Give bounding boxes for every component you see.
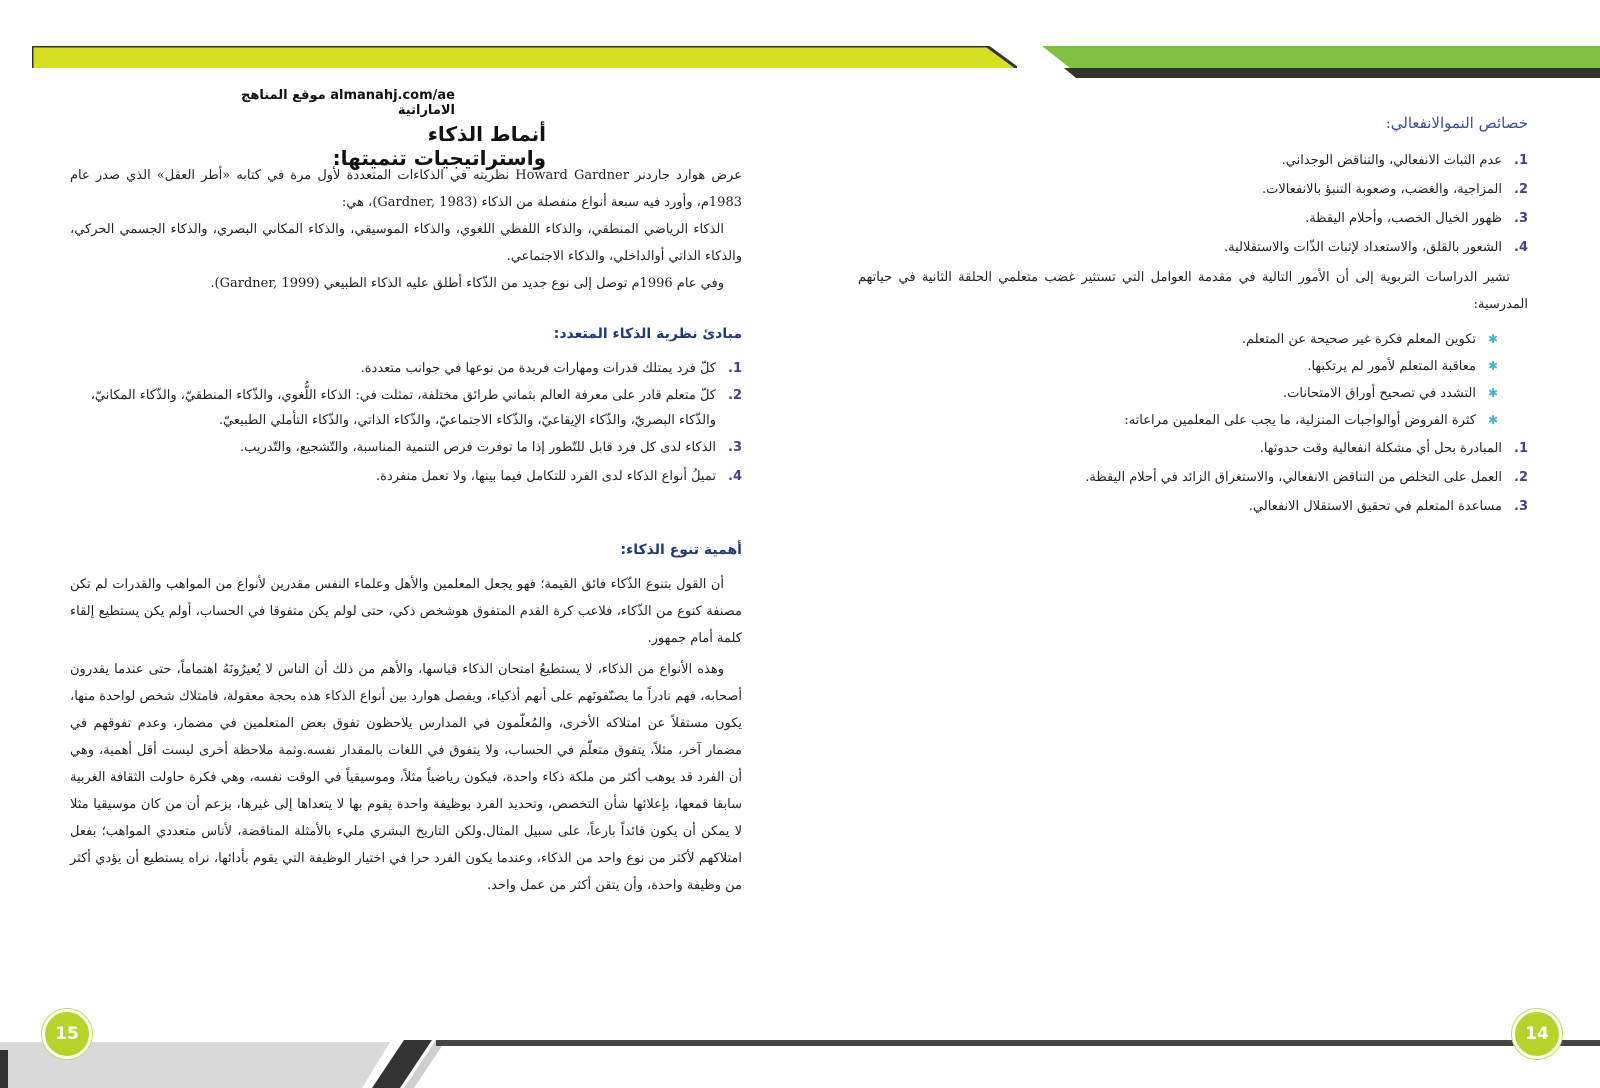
factors-list: [1000, 326, 1500, 434]
studies-paragraph: تشير الدراسات التربوية إلى أن الأمور التالية في مقدمة العوامل التي تستثير غضب متعلمي الحلقة الثانية في حياتهم المدرسية:: [858, 270, 1528, 312]
footer-decoration: [0, 1024, 1600, 1088]
header-bar-left: [32, 46, 1017, 68]
list-item: [70, 354, 742, 383]
list-text: المزاجية، والغضب، وصعوبة التنبؤ بالانفعالات.: [1261, 182, 1502, 197]
bullet-item: [1000, 380, 1500, 407]
list-text: تميلُ أنواع الذكاء لدى الفرد للتكامل فيما بينها، ولا تعمل منفردة.: [376, 469, 716, 484]
list-text: العمل على التخلص من التناقض الانفعالي، والاستغراق الزائد في أحلام اليقظة.: [1085, 470, 1502, 485]
traits-list: [1100, 146, 1528, 262]
list-item: [1040, 434, 1528, 463]
list-text: مساعدة المتعلم في تحقيق الاستقلال الانفعالي.: [1248, 499, 1502, 514]
list-text: كلّ فرد يمتلك قدرات ومهارات فريدة من نوعها في جوانب متعددة.: [360, 361, 716, 376]
list-text: الذكاء لدى كل فرد قابل للتّطور إذا ما توفرت فرص التنمية المناسبة، والتّشجيع، والتّدريب.: [239, 440, 716, 455]
header-bar-right: [1042, 46, 1600, 78]
list-item: [1100, 175, 1528, 204]
bullet-text: تكوين المعلم فكرة غير صحيحة عن المتعلم.: [1241, 332, 1476, 347]
list-number: 4.: [728, 469, 742, 484]
list-number: 2.: [728, 388, 742, 403]
intro-paragraph: عرض هوارد جاردنر Howard Gardner نظريته في الذكاءات المتعددة لأول مرة في كتابه «أطر العقل» الذي صدر عام 1983م، وأورد فيه سبعة أنواع منفصلة من الذكاء (Gardner, 1983)، هي:: [70, 168, 742, 210]
list-item: [1040, 492, 1528, 521]
bullet-icon: ✱: [1487, 386, 1498, 400]
list-item: [1040, 463, 1528, 492]
list-number: 3.: [728, 440, 742, 455]
bullet-text: التشدد في تصحيح أوراق الامتحانات.: [1283, 386, 1476, 401]
list-number: 4.: [1514, 240, 1528, 255]
intro-1996: وفي عام 1996م توصل إلى نوع جديد من الذّكاء أطلق عليه الذكاء الطبيعي (Gardner, 1999).: [210, 276, 724, 291]
bullet-icon: ✱: [1487, 413, 1498, 427]
section-heading: خصائص النموالانفعالي:: [1385, 114, 1528, 132]
page-title: أنماط الذكاء واستراتيجيات تنميتها:: [332, 122, 546, 170]
importance-paragraph-1: أن القول بتنوع الذّكاء فائق القيمة؛ فهو يجعل المعلمين والأهل وعلماء النفس مقدرين لأنواع من المواهب والقدرات لم تكن مصنفة كنوع من الذّكاء، فلاعب كرة القدم المتفوق هوشخص ذكي، حتى لولم يكن متفوقا في الحساب، أولم يكن يستطيع إلقاء كلمة أمام جمهور.: [70, 577, 742, 646]
list-text: ظهور الخيال الخصب، وأحلام اليقظة.: [1305, 211, 1502, 226]
advice-list: [1040, 434, 1528, 521]
list-item: [1100, 146, 1528, 175]
principles-list: [70, 354, 742, 491]
site-watermark: almanahj.com/ae موقع المناهج الاماراتية: [240, 88, 455, 118]
bullet-item: [1000, 407, 1500, 434]
list-number: 2.: [1514, 182, 1528, 197]
bullet-item: [1000, 353, 1500, 380]
importance-heading: أهمية تنوع الذكاء:: [620, 542, 742, 558]
bullet-item: [1000, 326, 1500, 353]
importance-section: [70, 571, 742, 899]
list-number: 1.: [1514, 153, 1528, 168]
page-number-left: 15: [42, 1009, 92, 1059]
list-number: 2.: [1514, 470, 1528, 485]
principles-heading: مبادئ نظرية الذكاء المتعدد:: [553, 326, 742, 342]
list-text: كلّ متعلم قادر على معرفة العالم بثماني طرائق مختلفة، تمثلت في: الذكاء اللُّغوي، والذّكاء المنطقيّ، والذّكاء المكانيّ، والذّكاء البصريّ، والذّكاء الإيقاعيّ، والذّكاء الاجتماعيّ، والذّكاء الذاتي، والذّكاء التأملي الطبيعيّ.: [90, 388, 716, 428]
list-item: [1100, 233, 1528, 262]
list-text: الشعور بالقلق، والاستعداد لإثبات الذّات والاستقلالية.: [1223, 240, 1502, 255]
list-item: [70, 462, 742, 491]
page-number-right: 14: [1512, 1009, 1562, 1059]
list-number: 3.: [1514, 211, 1528, 226]
intro-section: [70, 162, 742, 297]
list-item: [1100, 204, 1528, 233]
list-number: 1.: [1514, 441, 1528, 456]
bullet-text: كثرة الفروض أوالواجبات المنزلية، ما يجب على المعلمين مراعاته:: [1124, 413, 1476, 428]
bullet-text: معاقبة المتعلم لأمور لم يرتكبها.: [1307, 359, 1476, 374]
list-item: [70, 383, 742, 433]
list-text: عدم الثبات الانفعالي، والتناقض الوجداني.: [1281, 153, 1502, 168]
bullet-icon: ✱: [1487, 359, 1498, 373]
list-text: المبادرة بحل أي مشكلة انفعالية وقت حدوثها.: [1259, 441, 1502, 456]
list-number: 1.: [728, 361, 742, 376]
bullet-icon: ✱: [1487, 332, 1498, 346]
list-number: 3.: [1514, 499, 1528, 514]
list-item: [70, 433, 742, 462]
importance-paragraph-2: وهذه الأنواع من الذكاء، لا يستطيعُ امتحان الذكاء قياسها، والأهم من ذلك أن الناس لا يُعيرُونَهُ اهتماماً، حتى عندما يقدرون أصحابه، فهم نادراً ما يصنّفونَهم على أنهم أذكياء، ويفصل هوارد بين أنواع الذكاء هذه بحجة معقولة، فامتلاك شخص لواحدة منها، يكون مستقلاً عن امتلاكه الأخرى، والمُعلّمون في المدارس يلاحظون تفوق بعض المتعلمين في مضمار، وعدم تفوقهم في مضمار آخر، مثلاً، يتفوق متعلّم في الحساب، ولا يتفوق في اللغات بالمقدار نفسه.وثمة ملاحظة أخرى ليست أقل أهمية، وهي أن الفرد قد يوهب أكثر من ملكة ذكاء واحدة، فيكون رياضياً مثلاً، وموسيقياً في الوقت نفسه، وهي فكرة حاولت الثقافة الغربية سابقا قمعها، بإعلائها شأن التخصص، وتحديد الفرد بوظيفة واحدة يقوم بها لا يتعداها إلى غيرها، بزعم أن من كان موسيقيا مثلا لا يمكن أن يكون قائداً بارعاً، على سبيل المثال.ولكن التاريخ البشري مليء بالأمثلة المناقضة، لأناس متعددي المواهب؛ بفعل امتلاكهم لأكثر من نوع واحد من الذكاء، وعندما يكون الفرد حرا في اختيار الوظيفة التي يقوم بأدائها، نراه يستطيع أن يؤدي أكثر من وظيفة واحدة، وأن يتقن أكثر من عمل واحد.: [70, 662, 742, 893]
intro-types: الذكاء الرياضي المنطقي، والذكاء اللفظي اللغوي، والذكاء الموسيقي، والذكاء المكاني البصري، والذكاء الجسمي الحركي، والذكاء الذاتي أوالداخلي، والذكاء الاجتماعي.: [70, 222, 742, 264]
